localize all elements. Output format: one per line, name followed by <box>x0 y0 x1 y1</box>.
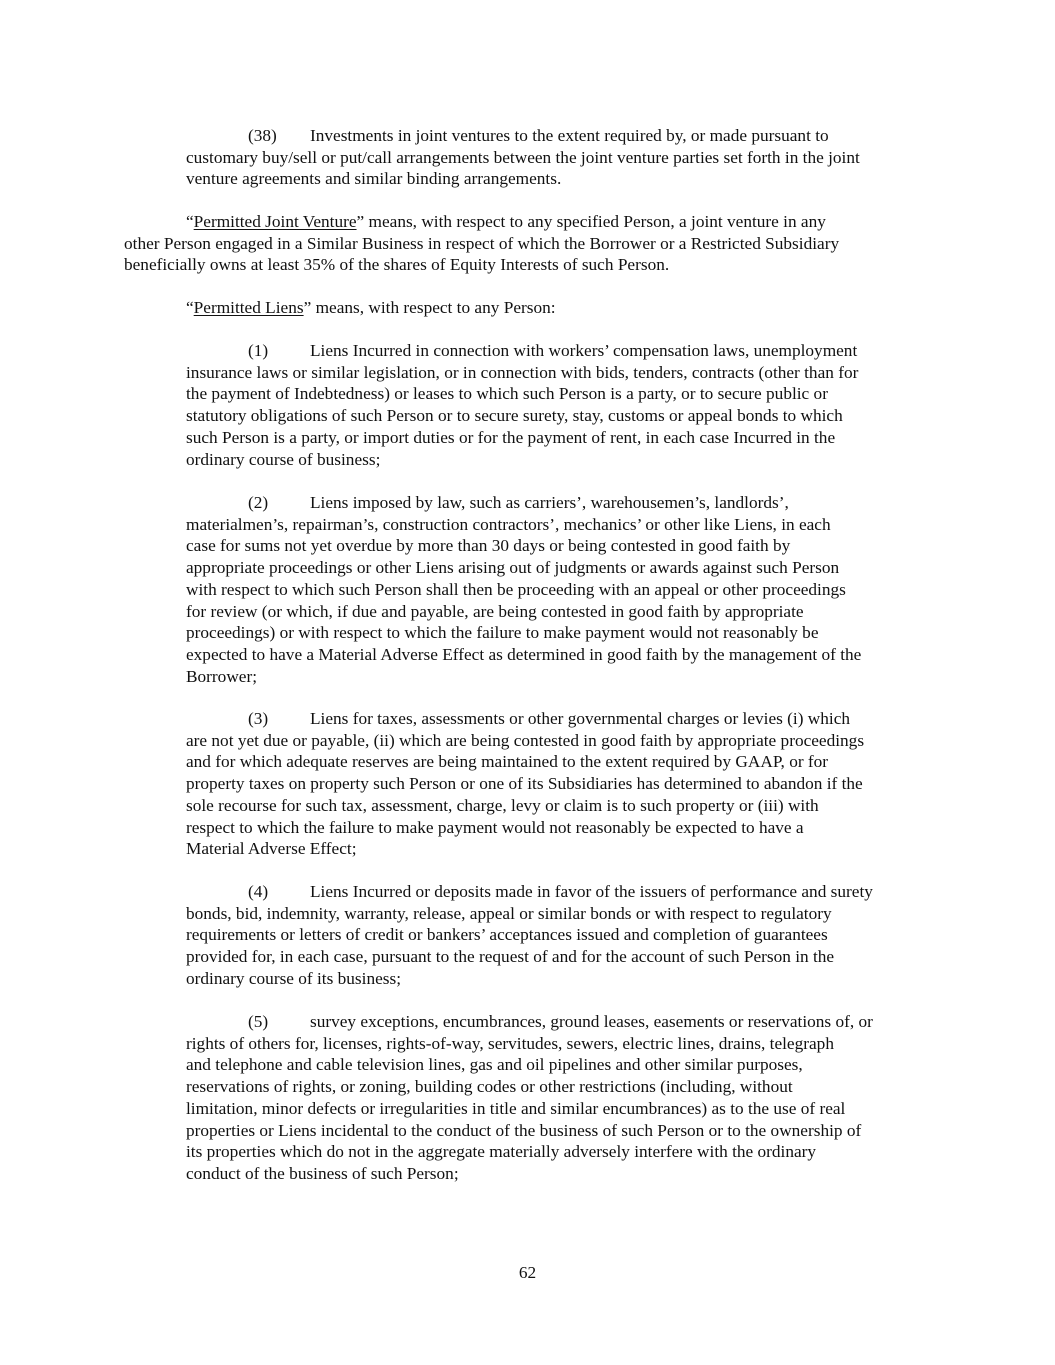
paragraph-line <box>186 708 934 730</box>
paragraph-line: ordinary course of its business; <box>186 968 402 988</box>
paragraph-line: insurance laws or similar legislation, or in connection with bids, tenders, contracts (other than for <box>186 362 859 382</box>
paragraph-line <box>186 1011 934 1033</box>
paragraph-line: property taxes on property such Person or one of its Subsidiaries has determined to abandon if the <box>186 774 863 794</box>
line-text: Investments in joint ventures to the extent required by, or made pursuant to <box>310 126 829 145</box>
paragraph-line: customary buy/sell or put/call arrangements between the joint venture parties set forth in the joint <box>186 147 860 167</box>
paragraph-line: beneficially owns at least 35% of the shares of Equity Interests of such Person. <box>124 255 670 275</box>
paragraph-lien-4 <box>186 881 934 990</box>
item-number: (38) <box>248 126 277 145</box>
paragraph-line: and for which adequate reserves are being maintained to the extent required by GAAP, or for <box>186 752 829 772</box>
defined-term: Permitted Joint Venture <box>193 212 357 231</box>
item-number: (2) <box>248 493 269 512</box>
paragraph-line: ordinary course of business; <box>186 449 381 469</box>
item-number: (5) <box>248 1012 269 1031</box>
line-text: Liens Incurred in connection with workers’ compensation laws, unemployment <box>310 341 858 360</box>
page-number: 62 <box>518 1263 537 1282</box>
paragraph-line: appropriate proceedings or other Liens arising out of judgments or awards against such Person <box>186 558 840 578</box>
open-quote: “ <box>186 212 194 231</box>
paragraph-line: with respect to which such Person shall then be proceeding with an appeal or other proceedings <box>186 579 846 599</box>
paragraph-line: statutory obligations of such Person or to secure surety, stay, customs or appeal bonds to which <box>186 406 843 426</box>
paragraph-line: expected to have a Material Adverse Effect as determined in good faith by the management of the <box>186 644 862 664</box>
paragraph-item-38 <box>186 125 934 190</box>
paragraph-line: case for sums not yet overdue by more than 30 days or being contested in good faith by <box>186 536 791 556</box>
paragraph-line: bonds, bid, indemnity, warranty, release, appeal or similar bonds or with respect to regulatory <box>186 903 832 923</box>
paragraph-lien-1 <box>186 340 934 470</box>
paragraph-line: venture agreements and similar binding arrangements. <box>186 169 562 189</box>
definition-permitted-liens <box>124 297 934 319</box>
definition-permitted-joint-venture <box>124 211 934 276</box>
line-text: Liens imposed by law, such as carriers’, warehousemen’s, landlords’, <box>310 493 789 512</box>
paragraph-lien-5 <box>186 1011 934 1185</box>
paragraph-line <box>124 211 934 233</box>
paragraph-line: limitation, minor defects or irregularities in title and similar encumbrances) as to the use of real <box>186 1098 846 1118</box>
paragraph-line: other Person engaged in a Similar Business in respect of which the Borrower or a Restricted Subsidiary <box>124 233 840 253</box>
paragraph-line <box>186 125 934 147</box>
paragraph-line: Material Adverse Effect; <box>186 839 357 859</box>
paragraph-line: for review (or which, if due and payable, are being contested in good faith by appropriate <box>186 601 804 621</box>
paragraph-line <box>186 340 934 362</box>
paragraph-line <box>186 492 934 514</box>
paragraph-lien-2 <box>186 492 934 687</box>
paragraph-line: reservations of rights, or zoning, building codes or other restrictions (including, without <box>186 1077 793 1097</box>
paragraph-line: respect to which the failure to make payment would not reasonably be expected to have a <box>186 817 804 837</box>
paragraph-lien-3 <box>186 708 934 860</box>
paragraph-line: materialmen’s, repairman’s, construction contractors’, mechanics’ or other like Liens, in each <box>186 514 831 534</box>
paragraph-line: sole recourse for such tax, assessment, charge, levy or claim is to such property or (iii) with <box>186 795 819 815</box>
line-text: ” means, with respect to any specified Person, a joint venture in any <box>356 212 826 231</box>
paragraph-line: conduct of the business of such Person; <box>186 1163 459 1183</box>
item-number: (4) <box>248 882 269 901</box>
paragraph-line: properties or Liens incidental to the conduct of the business of such Person or to the ownership of <box>186 1120 862 1140</box>
paragraph-line: such Person is a party, or import duties or for the payment of rent, in each case Incurred in the <box>186 427 836 447</box>
paragraph-line: Borrower; <box>186 666 258 686</box>
item-number: (1) <box>248 341 269 360</box>
paragraph-line: the payment of Indebtedness) or leases to which such Person is a party, or to secure public or <box>186 384 828 404</box>
item-number: (3) <box>248 709 269 728</box>
paragraph-line: its properties which do not in the aggregate materially adversely interfere with the ordinary <box>186 1142 817 1162</box>
paragraph-line <box>124 297 934 319</box>
line-text: Liens Incurred or deposits made in favor of the issuers of performance and surety <box>310 882 873 901</box>
paragraph-line: requirements or letters of credit or bankers’ acceptances issued and completion of guarantees <box>186 925 828 945</box>
paragraph-line: provided for, in each case, pursuant to the request of and for the account of such Person in the <box>186 947 835 967</box>
paragraph-line <box>186 881 934 903</box>
line-text: Liens for taxes, assessments or other governmental charges or levies (i) which <box>310 709 851 728</box>
line-text: survey exceptions, encumbrances, ground leases, easements or reservations of, or <box>310 1012 873 1031</box>
paragraph-line: and telephone and cable television lines, gas and oil pipelines and other similar purposes, <box>186 1055 803 1075</box>
defined-term: Permitted Liens <box>193 298 304 317</box>
line-text: ” means, with respect to any Person: <box>303 298 556 317</box>
paragraph-line: rights of others for, licenses, rights-of-way, servitudes, sewers, electric lines, drains, telegraph <box>186 1033 834 1053</box>
paragraph-line: are not yet due or payable, (ii) which are being contested in good faith by appropriate proceedings <box>186 730 865 750</box>
paragraph-line: proceedings) or with respect to which the failure to make payment would not reasonably be <box>186 623 819 643</box>
open-quote: “ <box>186 298 194 317</box>
